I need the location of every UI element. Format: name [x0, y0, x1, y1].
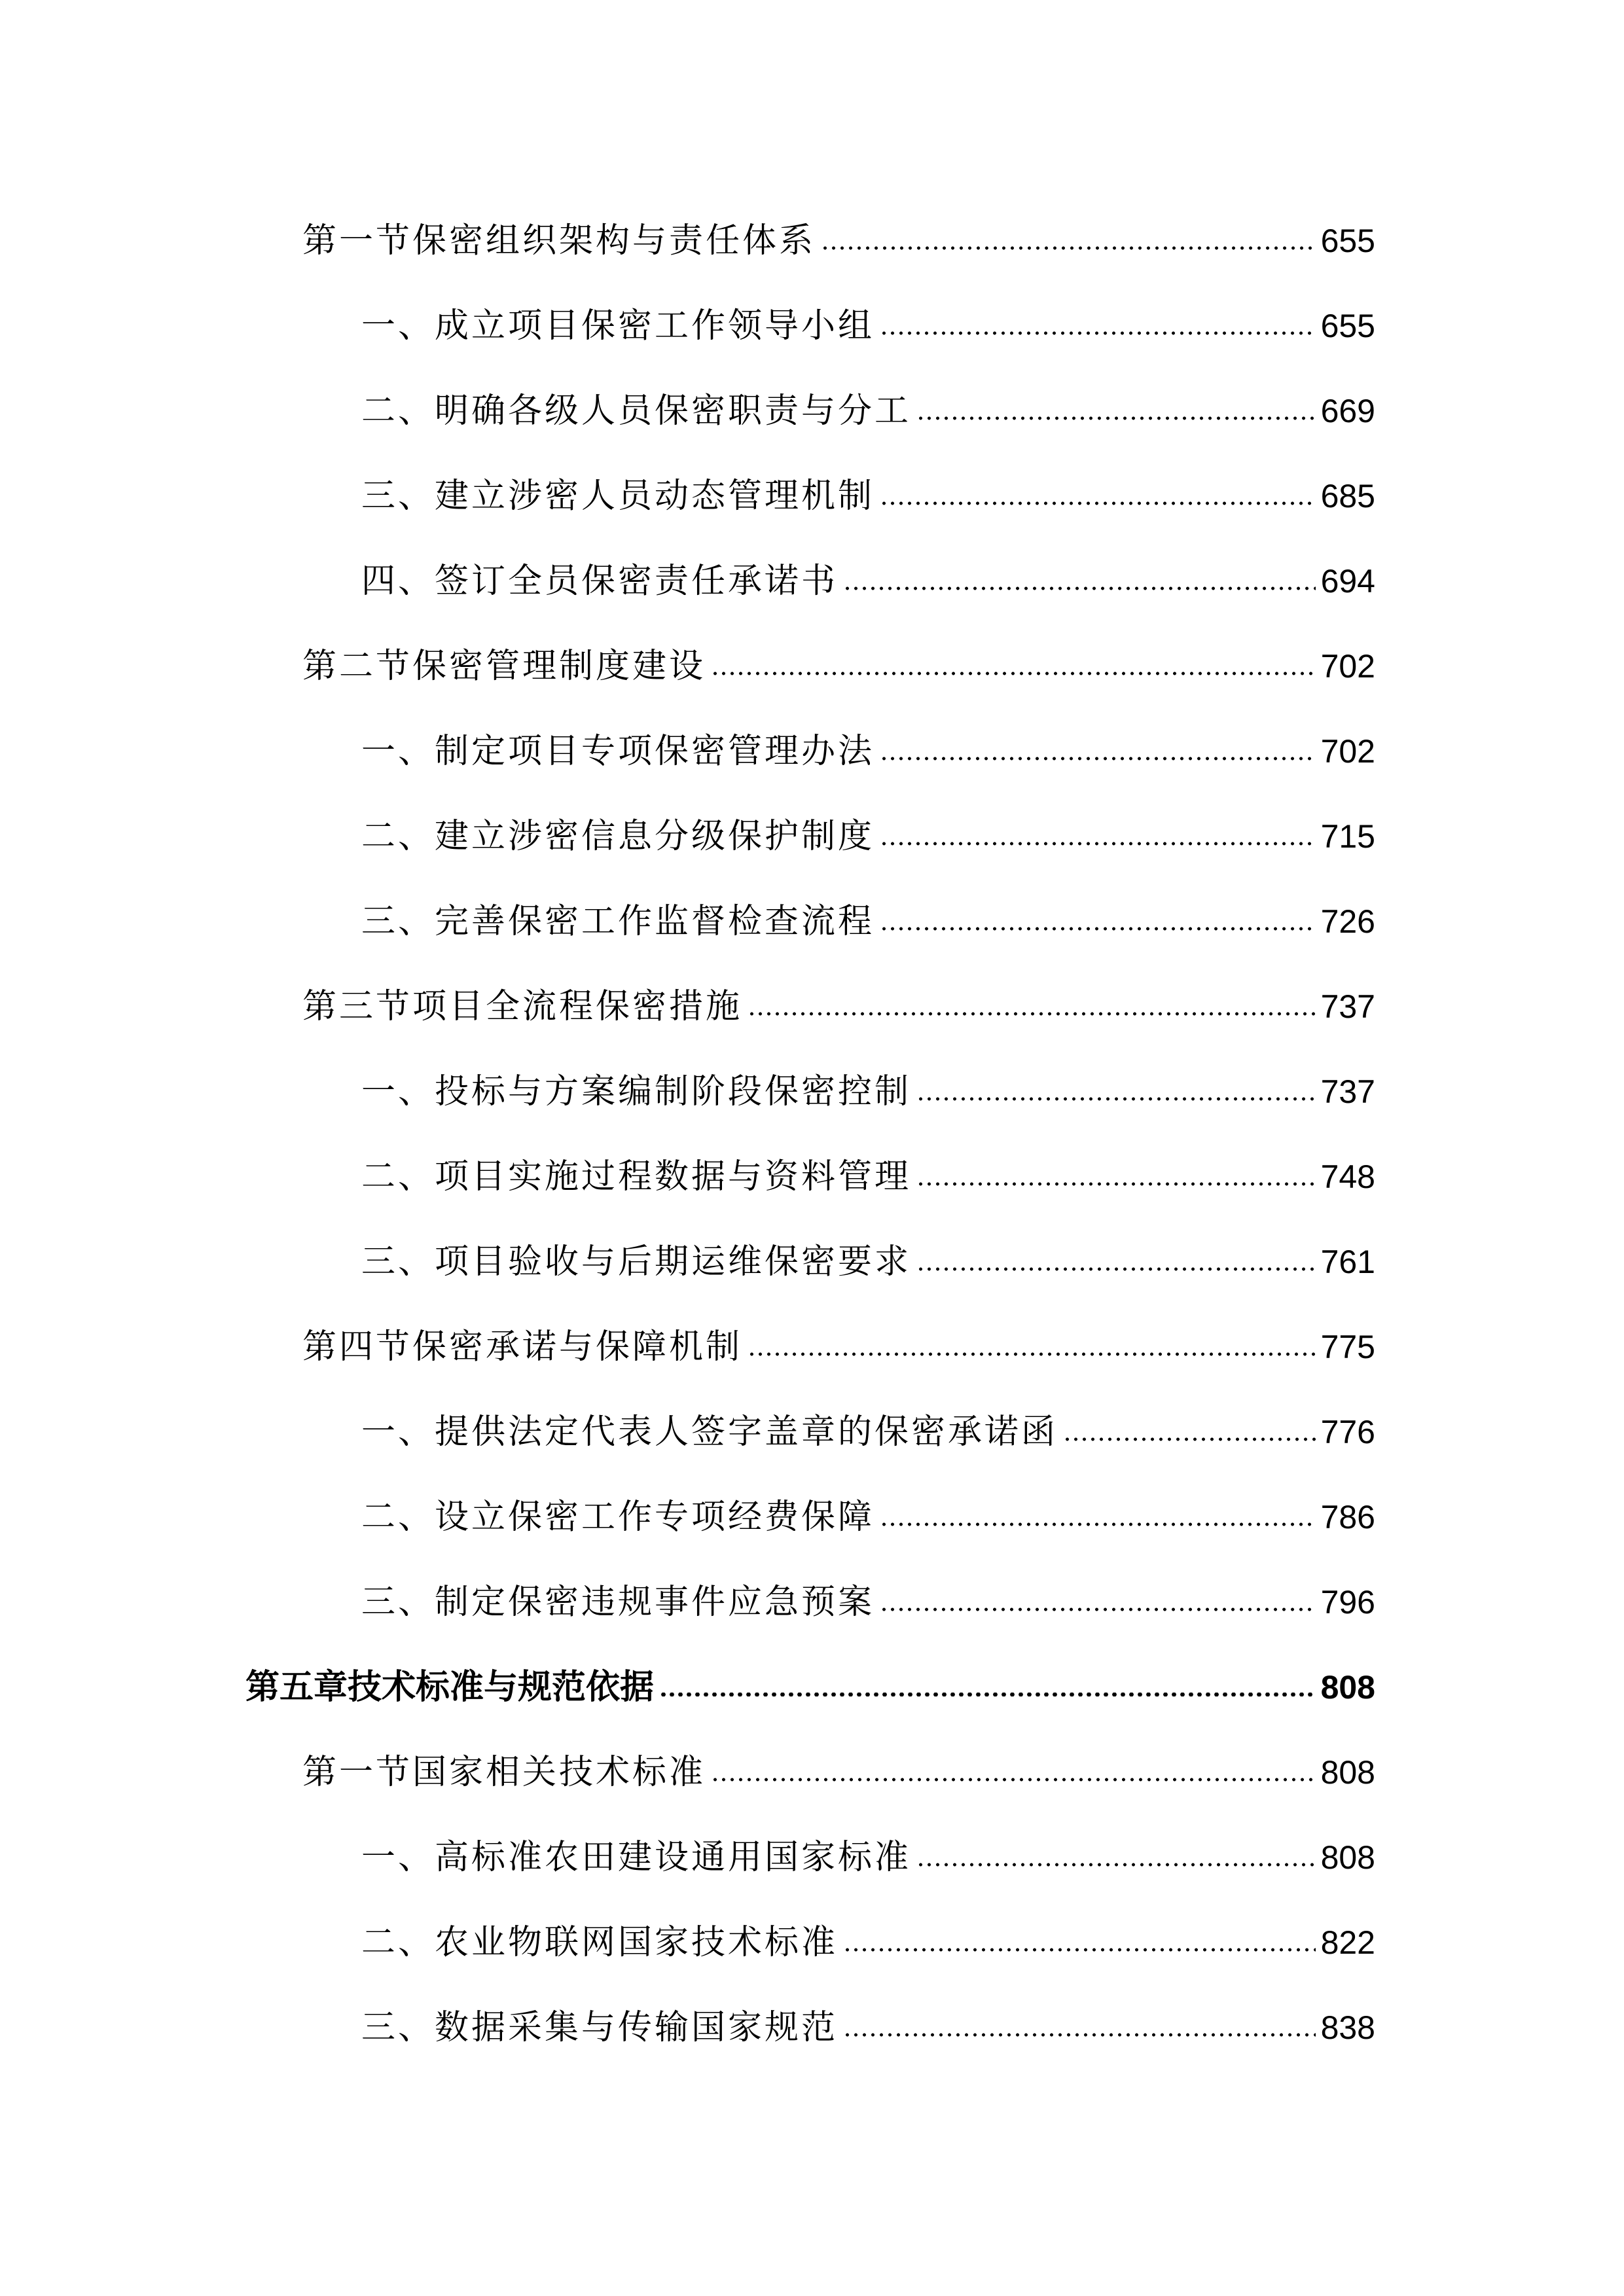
toc-entry-page-number: 655: [1320, 308, 1375, 344]
toc-entry-title: 第四节保密承诺与保障机制: [302, 1327, 743, 1367]
toc-dot-leader: [880, 927, 1316, 931]
toc-entry-subsection[interactable]: [361, 300, 1375, 352]
toc-dot-leader: [916, 1863, 1316, 1867]
toc-entry-title: 第五章技术标准与规范依据: [245, 1667, 655, 1707]
toc-entry-title: 第二节保密管理制度建设: [302, 647, 706, 686]
toc-entry-page-number: 726: [1320, 903, 1375, 940]
toc-dot-leader: [748, 1352, 1316, 1356]
toc-entry-page-number: 655: [1320, 223, 1375, 259]
toc-entry-title: 二、农业物联网国家技术标准: [361, 1923, 839, 1962]
toc-entry-subsection[interactable]: [361, 1151, 1375, 1203]
toc-dot-leader: [916, 416, 1316, 420]
toc-entry-page-number: 702: [1320, 733, 1375, 770]
toc-entry-title: 一、投标与方案编制阶段保密控制: [361, 1072, 912, 1111]
toc-dot-leader: [659, 1693, 1316, 1696]
toc-entry-section[interactable]: [302, 1321, 1375, 1373]
toc-entry-section[interactable]: [302, 980, 1375, 1033]
toc-entry-page-number: 669: [1320, 393, 1375, 429]
toc-entry-title: 二、设立保密工作专项经费保障: [361, 1498, 875, 1537]
toc-dot-leader: [748, 1012, 1316, 1016]
toc-dot-leader: [916, 1182, 1316, 1186]
toc-dot-leader: [821, 246, 1316, 250]
toc-entry-subsection[interactable]: [361, 810, 1375, 863]
toc-entry-subsection[interactable]: [361, 1236, 1375, 1288]
toc-entry-title: 四、签订全员保密责任承诺书: [361, 562, 839, 601]
toc-dot-leader: [916, 1267, 1316, 1271]
toc-entry-subsection[interactable]: [361, 725, 1375, 778]
toc-entry-title: 三、建立涉密人员动态管理机制: [361, 476, 875, 516]
toc-entry-subsection[interactable]: [361, 895, 1375, 948]
toc-entry-title: 二、明确各级人员保密职责与分工: [361, 391, 912, 431]
toc-entry-subsection[interactable]: [361, 385, 1375, 437]
toc-entry-title: 三、项目验收与后期运维保密要求: [361, 1242, 912, 1282]
toc-dot-leader: [880, 842, 1316, 846]
toc-entry-title: 一、成立项目保密工作领导小组: [361, 306, 875, 346]
toc-entry-subsection[interactable]: [361, 1576, 1375, 1628]
toc-entry-page-number: 786: [1320, 1499, 1375, 1535]
toc-entry-page-number: 737: [1320, 988, 1375, 1025]
toc-dot-leader: [711, 1778, 1316, 1782]
toc-entry-section[interactable]: [302, 640, 1375, 692]
toc-dot-leader: [1063, 1437, 1316, 1441]
toc-entry-page-number: 702: [1320, 648, 1375, 685]
toc-dot-leader: [880, 501, 1316, 505]
toc-entry-subsection[interactable]: [361, 555, 1375, 607]
toc-entry-title: 一、提供法定代表人签字盖章的保密承诺函: [361, 1412, 1058, 1452]
toc-entry-page-number: 838: [1320, 2009, 1375, 2046]
toc-entry-page-number: 808: [1320, 1754, 1375, 1791]
toc-dot-leader: [843, 586, 1316, 590]
toc-entry-subsection[interactable]: [361, 1831, 1375, 1884]
toc-entry-title: 第一节国家相关技术标准: [302, 1753, 706, 1792]
toc-entry-page-number: 822: [1320, 1924, 1375, 1961]
toc-entry-page-number: 808: [1320, 1839, 1375, 1876]
toc-entry-title: 二、建立涉密信息分级保护制度: [361, 817, 875, 856]
toc-dot-leader: [880, 757, 1316, 761]
toc-dot-leader: [843, 2033, 1316, 2037]
toc-dot-leader: [843, 1948, 1316, 1952]
toc-entry-page-number: 694: [1320, 563, 1375, 600]
toc-dot-leader: [880, 1522, 1316, 1526]
toc-dot-leader: [880, 1607, 1316, 1611]
toc-entry-subsection[interactable]: [361, 1066, 1375, 1118]
toc-entry-page-number: 775: [1320, 1329, 1375, 1365]
toc-dot-leader: [916, 1097, 1316, 1101]
toc-entry-title: 三、制定保密违规事件应急预案: [361, 1583, 875, 1622]
toc-entry-title: 三、完善保密工作监督检查流程: [361, 902, 875, 941]
toc-dot-leader: [711, 672, 1316, 675]
toc-entry-page-number: 761: [1320, 1244, 1375, 1280]
toc-entry-chapter[interactable]: [245, 1661, 1375, 1713]
toc-entry-title: 第一节保密组织架构与责任体系: [302, 221, 816, 260]
toc-entry-subsection[interactable]: [361, 470, 1375, 522]
toc-entry-title: 一、高标准农田建设通用国家标准: [361, 1838, 912, 1877]
toc-entry-subsection[interactable]: [361, 1491, 1375, 1543]
toc-entry-subsection[interactable]: [361, 1406, 1375, 1458]
toc-entry-page-number: 737: [1320, 1073, 1375, 1110]
toc-entry-page-number: 808: [1320, 1669, 1375, 1706]
toc-entry-subsection[interactable]: [361, 1916, 1375, 1969]
toc-entry-subsection[interactable]: [361, 2001, 1375, 2054]
toc-entry-title: 第三节项目全流程保密措施: [302, 987, 743, 1026]
toc-entry-section[interactable]: [302, 215, 1375, 267]
toc-entry-title: 二、项目实施过程数据与资料管理: [361, 1157, 912, 1196]
toc-entry-title: 三、数据采集与传输国家规范: [361, 2008, 839, 2047]
toc-entry-page-number: 748: [1320, 1158, 1375, 1195]
toc-entry-page-number: 715: [1320, 818, 1375, 855]
toc-entry-page-number: 796: [1320, 1584, 1375, 1621]
toc-entry-section[interactable]: [302, 1746, 1375, 1799]
toc-entry-page-number: 776: [1320, 1414, 1375, 1450]
toc-entry-title: 一、制定项目专项保密管理办法: [361, 732, 875, 771]
toc-entry-page-number: 685: [1320, 478, 1375, 514]
toc-dot-leader: [880, 331, 1316, 335]
